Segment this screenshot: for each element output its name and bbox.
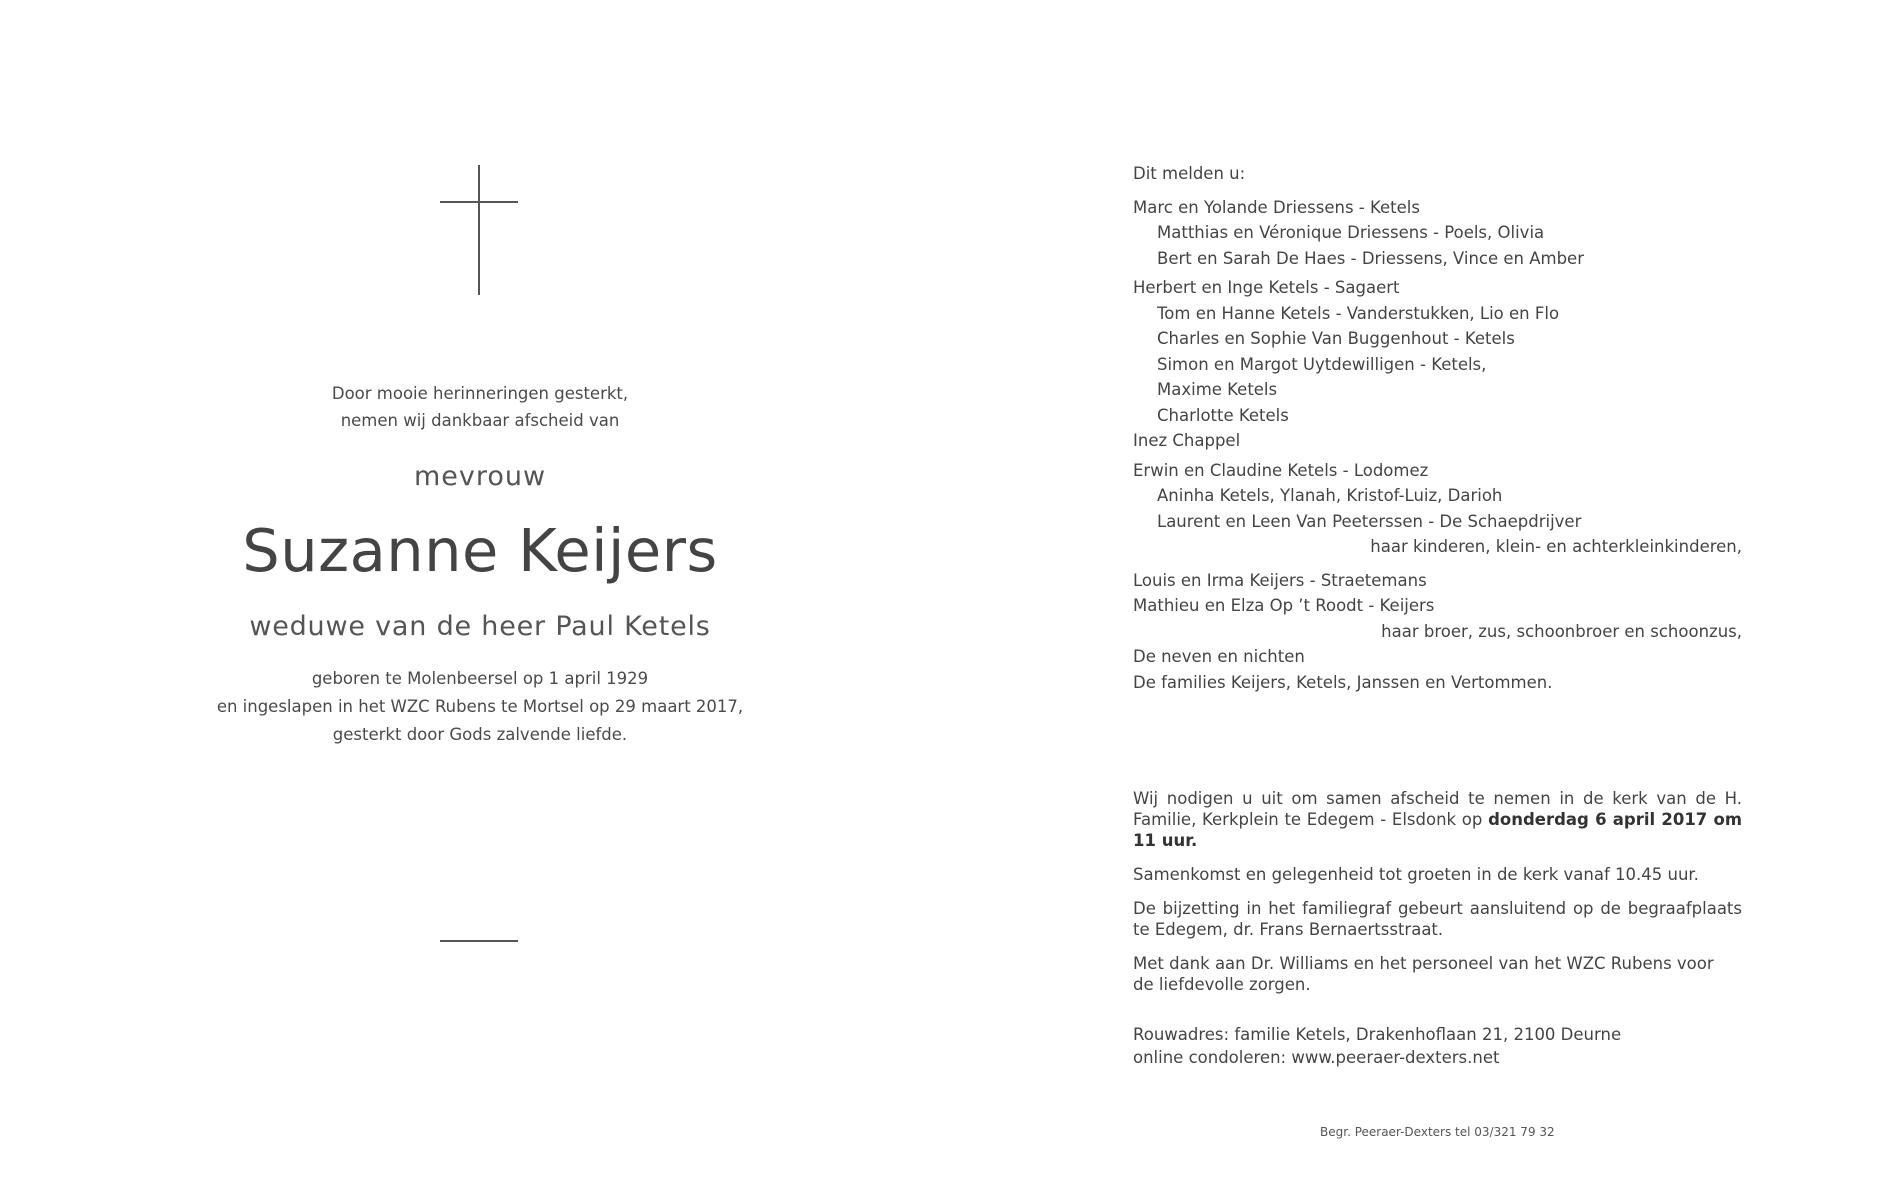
- invitation-paragraph: [1133, 788, 1742, 851]
- family-member: Simon en Margot Uytdewilligen - Ketels,: [1157, 354, 1487, 374]
- undertaker-footer: Begr. Peeraer-Dexters tel 03/321 79 32: [1320, 1125, 1555, 1139]
- family-head: Erwin en Claudine Ketels - Lodomez: [1133, 460, 1429, 480]
- intro-line: nemen wij dankbaar afscheid van: [340, 411, 620, 430]
- service-datetime: donderdag 6 april 2017 om 11 uur.: [1133, 810, 1743, 850]
- family-list: [1133, 161, 1742, 695]
- intro-line: Door mooie herinneringen gesterkt,: [331, 384, 629, 403]
- life-dates: [180, 665, 780, 749]
- dates-line: gesterkt door Gods zalvende liefde.: [332, 725, 628, 744]
- other-relatives: De neven en nichten: [1133, 647, 1305, 666]
- dates-line: geboren te Molenbeersel op 1 april 1929: [311, 669, 649, 688]
- family-member: Tom en Hanne Ketels - Vanderstukken, Lio en Flo: [1157, 303, 1560, 323]
- family-head: Inez Chappel: [1133, 431, 1241, 450]
- online-condolence: online condoleren: www.peeraer-dexters.net: [1133, 1048, 1500, 1067]
- family-head: Herbert en Inge Ketels - Sagaert: [1133, 278, 1400, 297]
- deceased-name: Suzanne Keijers: [242, 516, 718, 585]
- family-member: Matthias en Véronique Driessens - Poels, Olivia: [1157, 223, 1545, 242]
- announcement-heading: Dit melden u:: [1133, 164, 1246, 183]
- family-member: Bert en Sarah De Haes - Driessens, Vince en Amber: [1157, 248, 1584, 268]
- family-member: Charlotte Ketels: [1157, 405, 1289, 425]
- gathering-paragraph: Samenkomst en gelegenheid tot groeten in de kerk vanaf 10.45 uur.: [1133, 865, 1699, 884]
- family-member: Maxime Ketels: [1157, 380, 1278, 399]
- thanks-paragraph: [1133, 953, 1742, 995]
- family-member: Laurent en Leen Van Peeterssen - De Schaepdrijver: [1157, 511, 1582, 531]
- honorific: mevrouw: [413, 461, 547, 492]
- thanks-line: de liefdevolle zorgen.: [1133, 975, 1311, 994]
- family-head: Marc en Yolande Driessens - Ketels: [1133, 197, 1420, 217]
- intro-text: [180, 380, 780, 434]
- dates-line: en ingeslapen in het WZC Rubens te Mortsel op 29 maart 2017,: [216, 697, 744, 716]
- family-member: Charles en Sophie Van Buggenhout - Ketels: [1157, 329, 1515, 348]
- sibling-line: Mathieu en Elza Op ’t Roodt - Keijers: [1133, 596, 1435, 615]
- funeral-info: [1133, 788, 1742, 1069]
- thanks-line: Met dank aan Dr. Williams en het personeel van het WZC Rubens voor: [1133, 954, 1714, 973]
- burial-paragraph: De bijzetting in het familiegraf gebeurt aansluitend op de begraafplaats te Edegem, dr. Frans Bernaertsstraat.: [1133, 899, 1742, 939]
- contact-block: [1133, 1023, 1742, 1069]
- invitation-text: Wij nodigen u uit om samen afscheid te nemen in de kerk van de H. Familie, Kerkplein te Edegem - Elsdonk op: [1133, 789, 1742, 829]
- cross-icon: [440, 165, 518, 295]
- family-member: Aninha Ketels, Ylanah, Kristof-Luiz, Darioh: [1157, 486, 1503, 505]
- mourning-address: Rouwadres: familie Ketels, Drakenhoflaan 21, 2100 Deurne: [1133, 1025, 1622, 1044]
- other-relatives: De families Keijers, Ketels, Janssen en Vertommen.: [1133, 672, 1553, 692]
- relation-note: haar broer, zus, schoonbroer en schoonzus,: [1381, 621, 1742, 641]
- relation-note: haar kinderen, klein- en achterkleinkinderen,: [1370, 537, 1742, 556]
- sibling-line: Louis en Irma Keijers - Straetemans: [1133, 570, 1427, 590]
- widow-of: weduwe van de heer Paul Ketels: [249, 611, 711, 642]
- divider-line: [440, 940, 518, 942]
